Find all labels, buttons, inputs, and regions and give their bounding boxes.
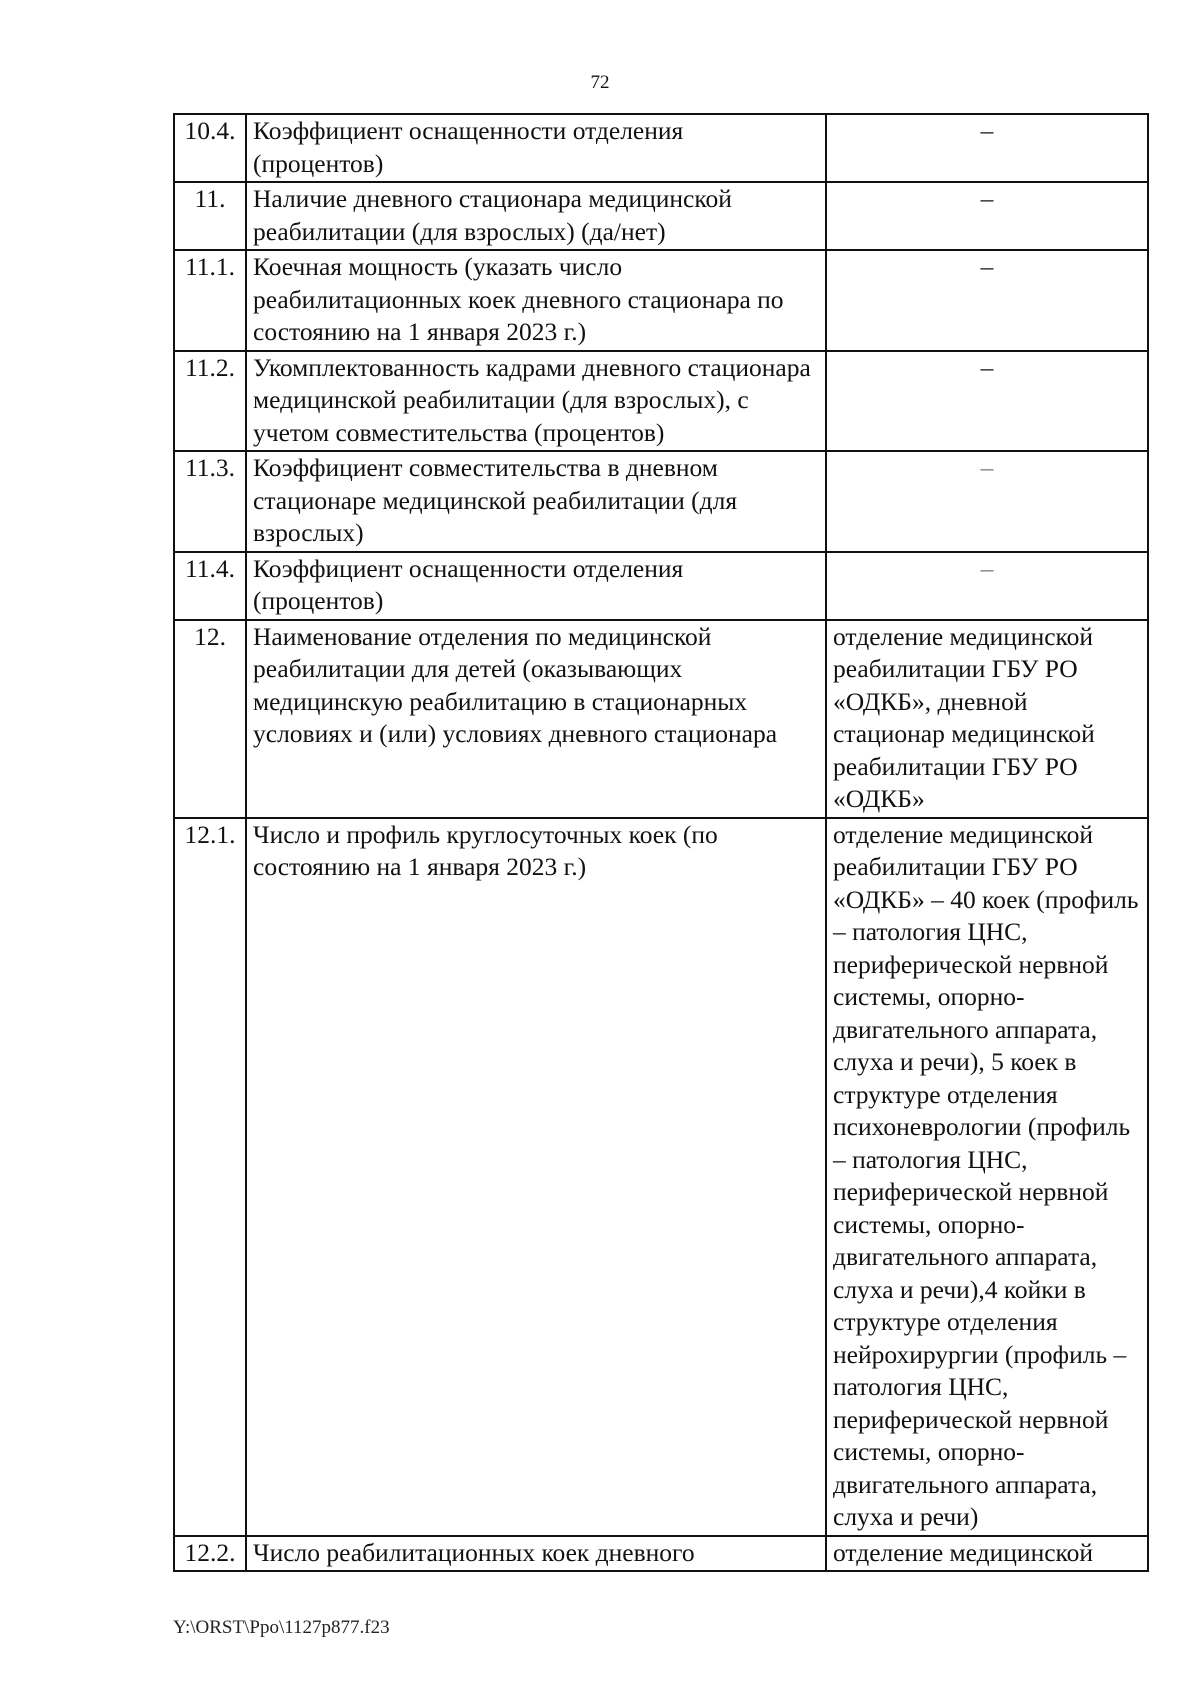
row-indicator: Число реабилитационных коек дневного [246, 1536, 826, 1572]
row-indicator: Наличие дневного стационара медицинской реабилитации (для взрослых) (да/нет) [246, 182, 826, 250]
row-number: 11.3. [174, 451, 246, 552]
row-indicator: Число и профиль круглосуточных коек (по состоянию на 1 января 2023 г.) [246, 818, 826, 1536]
row-value: – [826, 552, 1148, 620]
row-indicator: Наименование отделения по медицинской реабилитации для детей (оказывающих медицинскую реабилитацию в стационарных условиях и (или) условиях дневного стационара [246, 620, 826, 818]
table-row [174, 552, 1148, 620]
page-number: 72 [590, 72, 610, 93]
table-row [174, 114, 1148, 182]
row-value: отделение медицинской реабилитации ГБУ РО «ОДКБ», дневной стационар медицинской реабилитации ГБУ РО «ОДКБ» [826, 620, 1148, 818]
row-indicator: Коэффициент оснащенности отделения (процентов) [246, 114, 826, 182]
table-row [174, 250, 1148, 351]
table-row [174, 451, 1148, 552]
row-value: – [826, 182, 1148, 250]
row-indicator: Укомплектованность кадрами дневного стационара медицинской реабилитации (для взрослых), с учетом совместительства (процентов) [246, 351, 826, 452]
table-row [174, 351, 1148, 452]
row-value: отделение медицинской реабилитации ГБУ РО «ОДКБ» – 40 коек (профиль – патология ЦНС, периферической нервной системы, опорно-двигательного аппарата, слуха и речи), 5 коек в структуре отделения психоневрологии (профиль – патология ЦНС, периферической нервной системы, опорно-двигательного аппарата, слуха и речи),4 койки в структуре отделения нейрохирургии (профиль – патология ЦНС, периферической нервной системы, опорно-двигательного аппарата, слуха и речи) [826, 818, 1148, 1536]
row-number: 12.1. [174, 818, 246, 1536]
row-indicator: Коечная мощность (указать число реабилитационных коек дневного стационара по состоянию на 1 января 2023 г.) [246, 250, 826, 351]
row-number: 10.4. [174, 114, 246, 182]
row-number: 12.2. [174, 1536, 246, 1572]
row-number: 12. [174, 620, 246, 818]
row-indicator: Коэффициент оснащенности отделения (процентов) [246, 552, 826, 620]
file-path-footer: Y:\ORST\Ppo\1127p877.f23 [173, 1617, 390, 1638]
data-table [173, 113, 1149, 1572]
row-value: – [826, 351, 1148, 452]
table-row [174, 620, 1148, 818]
row-number: 11.2. [174, 351, 246, 452]
row-number: 11.1. [174, 250, 246, 351]
row-value: – [826, 250, 1148, 351]
row-value: – [826, 114, 1148, 182]
table-row [174, 1536, 1148, 1572]
row-value: – [826, 451, 1148, 552]
row-indicator: Коэффициент совместительства в дневном стационаре медицинской реабилитации (для взрослых) [246, 451, 826, 552]
table-row [174, 818, 1148, 1536]
row-number: 11. [174, 182, 246, 250]
row-number: 11.4. [174, 552, 246, 620]
row-value: отделение медицинской [826, 1536, 1148, 1572]
table-row [174, 182, 1148, 250]
